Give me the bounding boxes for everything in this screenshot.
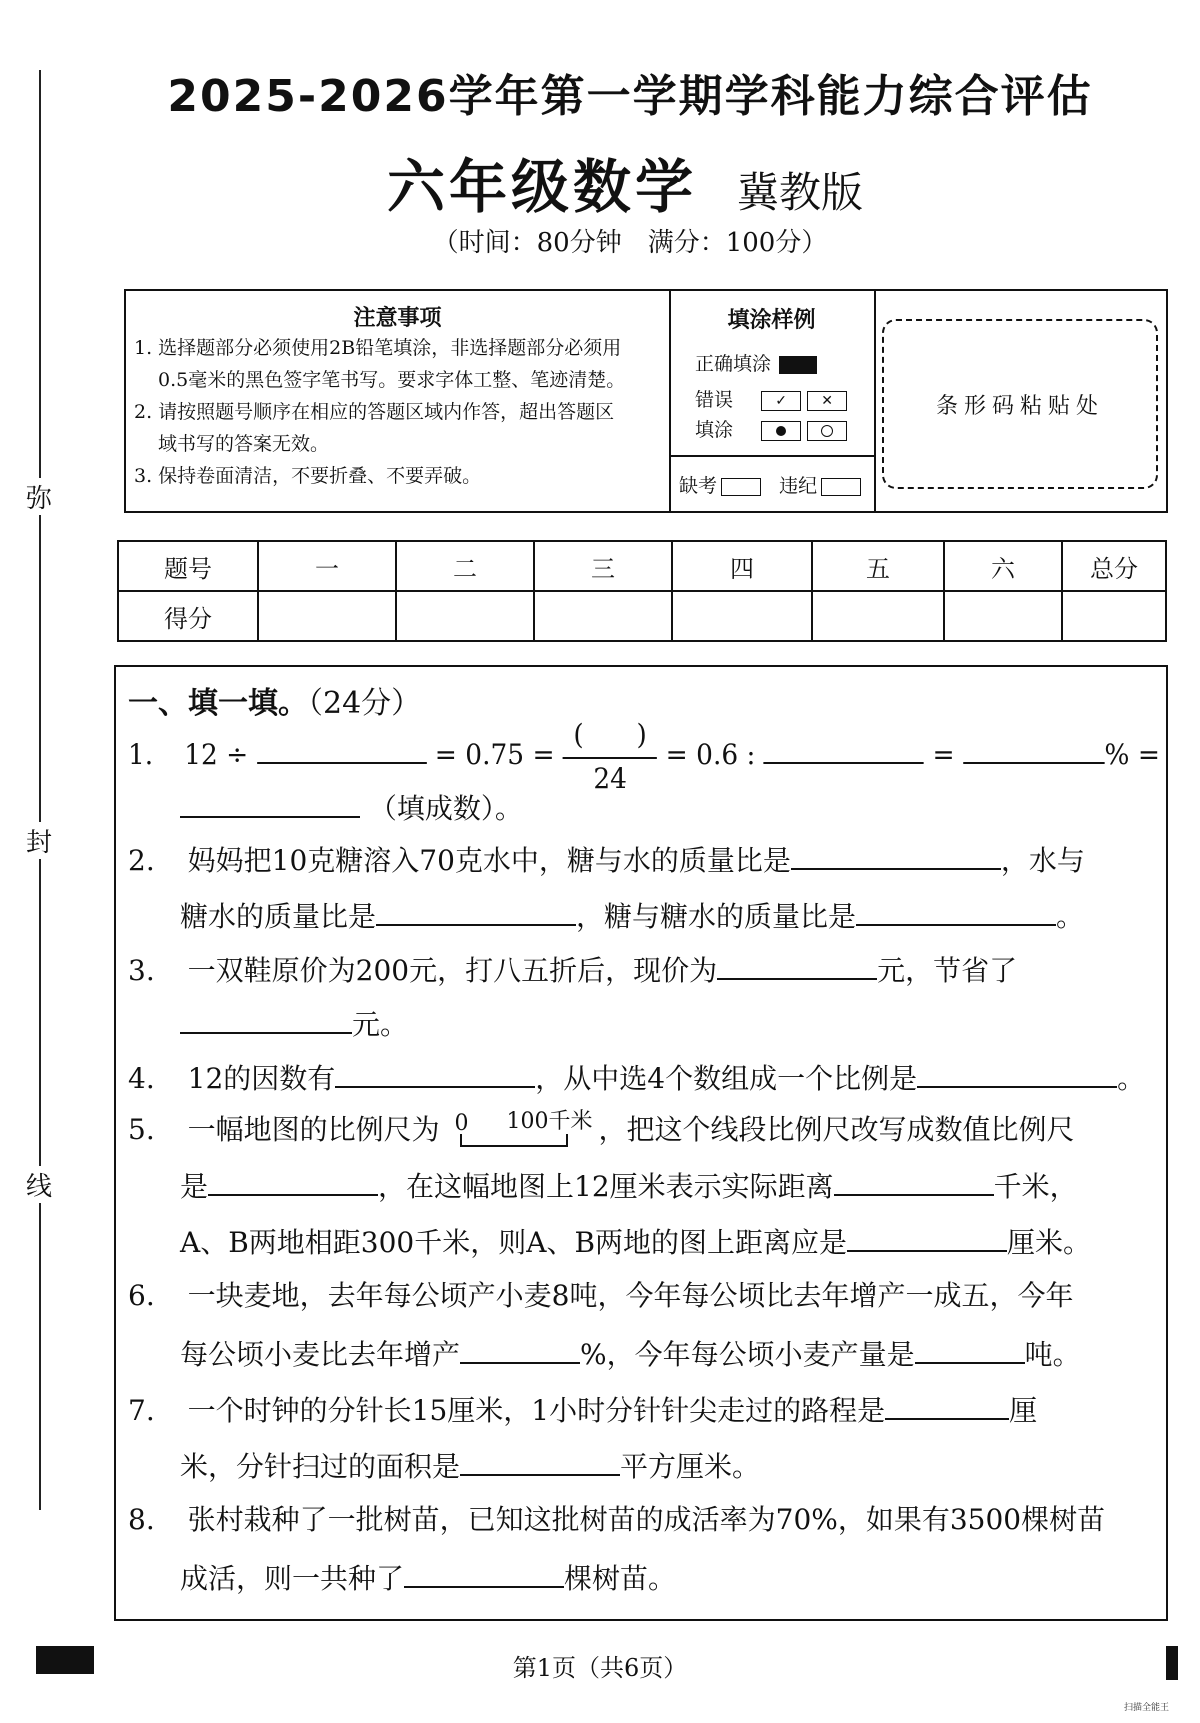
check-mark-icon: ✓: [761, 391, 801, 411]
notice-item-3: 3. 保持卷面清洁，不要折叠、不要弄破。: [134, 465, 482, 487]
question-3-line-1: [128, 948, 1017, 991]
question-1-line-2: [180, 786, 523, 829]
answer-blank[interactable]: [915, 1332, 1025, 1364]
scale-zero-label: 0: [454, 1110, 469, 1136]
answer-blank[interactable]: [847, 1220, 1007, 1252]
question-3-number: 3.: [128, 954, 155, 987]
question-2-text-e: 。: [1056, 900, 1085, 933]
fill-divider: [669, 455, 874, 457]
fill-wrong-row: [695, 385, 847, 412]
fraction-denominator: 24: [593, 761, 627, 795]
question-3-line-2: [180, 1002, 408, 1045]
answer-blank[interactable]: [208, 1164, 378, 1196]
section-1-heading: 一、填一填。: [128, 686, 308, 721]
question-3-text-c: 元。: [352, 1008, 409, 1041]
question-2-text-c: 糖水的质量比是: [180, 900, 377, 933]
score-cell[interactable]: [1062, 591, 1166, 641]
question-5-line-1: [128, 1110, 1075, 1152]
score-cell[interactable]: [258, 591, 396, 641]
notice-item-2: [134, 396, 663, 460]
question-3-text-a: 一双鞋原价为200元，打八五折后，现价为: [187, 954, 718, 987]
violation-checkbox[interactable]: [821, 478, 861, 496]
answer-blank[interactable]: [376, 894, 576, 926]
score-row-label: 得分: [118, 591, 258, 641]
question-6-text-b: 每公顷小麦比去年增产: [180, 1338, 461, 1371]
answer-blank[interactable]: [257, 732, 427, 764]
question-5-text-g: 厘米。: [1007, 1226, 1092, 1259]
score-header-cell: 题号: [118, 541, 258, 591]
score-cell[interactable]: [672, 591, 812, 641]
margin-char-feng: 封: [22, 822, 56, 859]
question-8-line-2: [180, 1556, 676, 1599]
score-header-cell: 三: [534, 541, 672, 591]
edition-label: 冀教版: [737, 168, 864, 217]
fill-wrong-row-2: [695, 415, 847, 442]
answer-blank[interactable]: [404, 1556, 564, 1588]
notice-heading: 注意事项: [353, 305, 442, 331]
question-2-line-1: [128, 838, 1085, 881]
notice-column: [126, 291, 671, 511]
question-2-line-2: [180, 894, 1084, 937]
absent-violation-row: [679, 471, 861, 498]
cross-mark-icon: ✕: [807, 391, 847, 411]
subject-name: 六年级数学: [386, 153, 697, 221]
question-5-text-c: 是: [180, 1170, 209, 1203]
score-cell[interactable]: [396, 591, 534, 641]
question-7-text-a: 一个时钟的分针长15厘米，1小时分针针尖走过的路程是: [187, 1394, 886, 1427]
notice-item-2-a: 2. 请按照题号顺序在相应的答题区域内作答，超出答题区: [134, 401, 615, 423]
question-6-text-c: %，今年每公顷小麦产量是: [580, 1338, 915, 1371]
section-1-points: （24分）: [308, 686, 422, 721]
question-1-text-e: % =: [1104, 738, 1160, 771]
question-4-text-b: ，从中选4个数组成一个比例是: [535, 1062, 918, 1095]
answer-blank[interactable]: [963, 732, 1104, 764]
scale-value-label: 100千米: [506, 1108, 593, 1134]
section-1-title: [128, 678, 421, 722]
answer-blank[interactable]: [917, 1056, 1117, 1088]
question-5-text-b: ，把这个线段比例尺改写成数值比例尺: [598, 1113, 1075, 1146]
filled-swatch-icon: [779, 356, 817, 374]
score-cell[interactable]: [944, 591, 1062, 641]
question-4-text-c: 。: [1117, 1062, 1146, 1095]
answer-blank[interactable]: [335, 1056, 535, 1088]
question-7-text-d: 平方厘米。: [620, 1450, 761, 1483]
score-cell[interactable]: [812, 591, 944, 641]
line-scale: [449, 1108, 599, 1152]
answer-blank[interactable]: [791, 838, 1001, 870]
corner-mark-right: [1166, 1646, 1178, 1680]
question-6-line-2: [180, 1332, 1081, 1375]
question-1-text-a: 12 ÷: [184, 738, 249, 771]
question-2-text-a: 妈妈把10克糖溶入70克水中，糖与水的质量比是: [187, 844, 791, 877]
question-1-line-1: [128, 717, 1160, 795]
question-1-number: 1.: [128, 738, 154, 771]
answer-blank[interactable]: [764, 732, 924, 764]
question-3-text-b: 元，节省了: [877, 954, 1018, 987]
score-cell[interactable]: [534, 591, 672, 641]
question-5-text-f: A、B两地相距300千米，则A、B两地的图上距离应是: [180, 1226, 848, 1259]
score-header-cell: 一: [258, 541, 396, 591]
question-8-text-a: 张村栽种了一批树苗，已知这批树苗的成活率为70%，如果有3500棵树苗: [187, 1503, 1106, 1536]
violation-label: 违纪: [779, 475, 818, 497]
answer-blank[interactable]: [180, 1002, 352, 1034]
score-header-cell: 六: [944, 541, 1062, 591]
margin-char-xian: 线: [22, 1166, 56, 1203]
margin-char-mi: 弥: [22, 478, 56, 515]
fill-correct-label: 正确填涂: [695, 353, 772, 375]
question-4-text-a: 12的因数有: [187, 1062, 336, 1095]
question-8-text-b: 成活，则一共种了: [180, 1562, 405, 1595]
score-header-cell: 五: [812, 541, 944, 591]
subject-title: [0, 140, 1200, 224]
fill-sample-heading: 填涂样例: [727, 307, 816, 333]
binding-line: [39, 70, 41, 1510]
question-5-line-3: [180, 1220, 1091, 1263]
answer-blank[interactable]: [856, 894, 1056, 926]
question-8-line-1: [128, 1500, 1105, 1540]
ring-mark-icon: [807, 421, 847, 441]
time-info: （时间：80分钟 满分：100分）: [432, 228, 828, 258]
score-table: [117, 540, 1167, 642]
scale-bar-icon: [449, 1132, 569, 1148]
question-1-text-f: （填成数）。: [368, 792, 523, 825]
question-5-text-d: ，在这幅地图上12厘米表示实际距离: [378, 1170, 834, 1203]
question-1-text-b: = 0.75 =: [434, 738, 555, 771]
answer-blank[interactable]: [885, 1388, 1009, 1420]
question-2-text-d: ，糖与糖水的质量比是: [576, 900, 857, 933]
dot-mark-icon: [761, 421, 801, 441]
question-6-text-d: 吨。: [1024, 1338, 1081, 1371]
question-4-number: 4.: [128, 1062, 155, 1095]
question-7-text-b: 厘: [1009, 1394, 1038, 1427]
question-8-number: 8.: [128, 1503, 155, 1536]
barcode-column: [874, 291, 1166, 511]
notice-item-1-b: 0.5毫米的黑色签字笔书写。要求字体工整、笔迹清楚。: [158, 369, 626, 391]
score-header-cell: 四: [672, 541, 812, 591]
notice-item-2-b: 域书写的答案无效。: [158, 433, 330, 455]
question-1-text-c: = 0.6 :: [665, 738, 756, 771]
page-number: 第1页（共6页）: [512, 1654, 688, 1682]
answer-blank[interactable]: [460, 1332, 580, 1364]
barcode-area: 条形码粘贴处: [882, 319, 1158, 489]
fill-wrong-label-1: 错误: [695, 389, 734, 411]
question-5-number: 5.: [128, 1113, 155, 1146]
fill-wrong-label-2: 填涂: [695, 419, 734, 441]
question-5-line-2: [180, 1164, 1078, 1207]
question-5-text-a: 一幅地图的比例尺为: [187, 1113, 440, 1146]
fill-sample-column: [669, 291, 876, 511]
answer-blank[interactable]: [460, 1444, 620, 1476]
answer-blank[interactable]: [717, 948, 877, 980]
score-header-cell: 总分: [1062, 541, 1166, 591]
fill-correct-row: [695, 349, 817, 376]
question-1-text-d: =: [932, 738, 955, 771]
question-5-text-e: 千米，: [993, 1170, 1078, 1203]
absent-label: 缺考: [679, 475, 718, 497]
question-6-line-1: [128, 1276, 1073, 1316]
answer-blank[interactable]: [834, 1164, 994, 1196]
question-4-line-1: [128, 1056, 1145, 1099]
notice-item-1: [134, 332, 663, 396]
question-7-text-c: 米，分针扫过的面积是: [180, 1450, 461, 1483]
notice-box: [124, 289, 1168, 513]
question-7-number: 7.: [128, 1394, 155, 1427]
question-6-number: 6.: [128, 1279, 155, 1312]
question-2-text-b: ，水与: [1000, 844, 1085, 877]
exam-title: 2025-2026学年第一学期学科能力综合评估: [167, 71, 1093, 122]
score-header-cell: 二: [396, 541, 534, 591]
answer-blank[interactable]: [180, 786, 360, 818]
absent-checkbox[interactable]: [721, 478, 761, 496]
question-7-line-1: [128, 1388, 1037, 1431]
question-7-line-2: [180, 1444, 760, 1487]
score-table-header-row: [118, 541, 1166, 591]
notice-item-1-a: 1. 选择题部分必须使用2B铅笔填涂，非选择题部分必须用: [134, 337, 622, 359]
fraction-numerator-blank[interactable]: ( ): [573, 717, 647, 751]
scanner-watermark: 扫描全能王: [1124, 1703, 1170, 1713]
question-1-fraction: [563, 717, 657, 795]
question-2-number: 2.: [128, 844, 155, 877]
question-6-text-a: 一块麦地，去年每公顷产小麦8吨，今年每公顷比去年增产一成五，今年: [187, 1279, 1074, 1312]
question-8-text-c: 棵树苗。: [564, 1562, 677, 1595]
score-table-score-row: [118, 591, 1166, 641]
